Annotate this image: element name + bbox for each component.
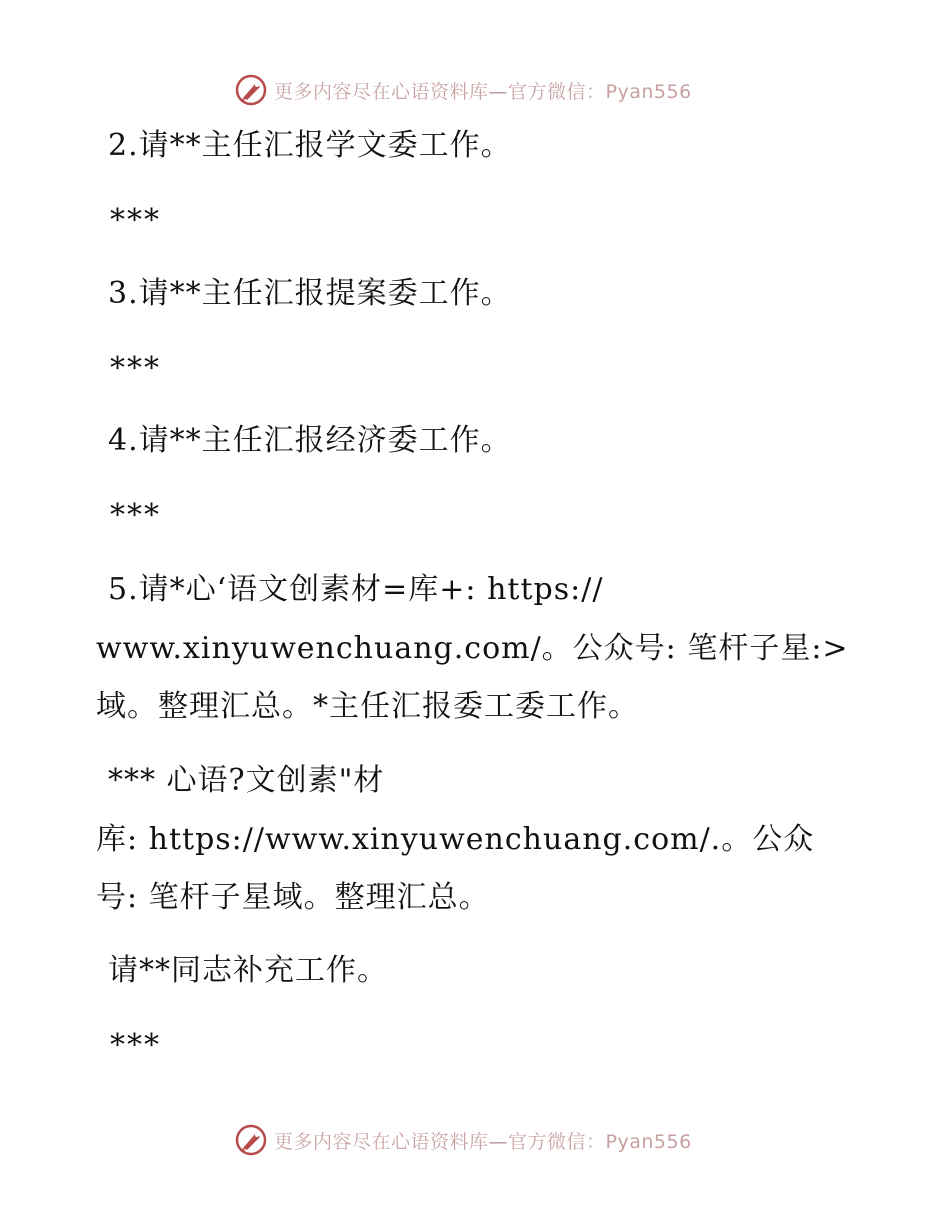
agenda-item-5-line-3: 域。整理汇总。*主任汇报委工委工作。 [96, 689, 639, 724]
footer-watermark-banner [234, 1122, 692, 1158]
agenda-item-4: 4.请**主任汇报经济委工作。 [108, 423, 512, 458]
banner-text [274, 77, 692, 104]
banner-text [274, 1127, 692, 1154]
agenda-item-2: 2.请**主任汇报学文委工作。 [108, 128, 512, 163]
banner-dash: — [488, 1130, 509, 1153]
agenda-item-5-line-2: www.xinyuwenchuang.com/。公众号: 笔杆子星:> [96, 631, 849, 666]
paragraph-line-1: *** 心语?文创素"材 [108, 763, 385, 798]
banner-wechat-label: 官方微信： [508, 1130, 606, 1153]
paragraph-line-2: 库: https://www.xinyuwenchuang.com/.。公众 [96, 822, 815, 857]
placeholder-stars: *** [110, 203, 161, 238]
paragraph-line-3: 号: 笔杆子星域。整理汇总。 [96, 880, 490, 915]
banner-wechat-id: Pyan556 [605, 80, 692, 103]
banner-wechat-label: 官方微信： [508, 80, 606, 103]
agenda-item-5-line-1: 5.请*心‘语文创素材=库+: https:// [108, 572, 604, 607]
banner-dash: — [488, 80, 509, 103]
banner-wechat-id: Pyan556 [605, 1130, 692, 1153]
placeholder-stars: *** [110, 498, 161, 533]
agenda-item-3: 3.请**主任汇报提案委工作。 [108, 276, 512, 311]
placeholder-stars: *** [110, 1028, 161, 1063]
pen-nib-logo-icon [234, 73, 268, 107]
pen-nib-logo-icon [234, 1123, 268, 1157]
placeholder-stars: *** [110, 351, 161, 386]
header-watermark-banner [234, 72, 692, 108]
banner-main-text: 更多内容尽在心语资料库 [274, 1130, 489, 1153]
supplement-request: 请**同志补充工作。 [108, 953, 388, 988]
banner-main-text: 更多内容尽在心语资料库 [274, 80, 489, 103]
